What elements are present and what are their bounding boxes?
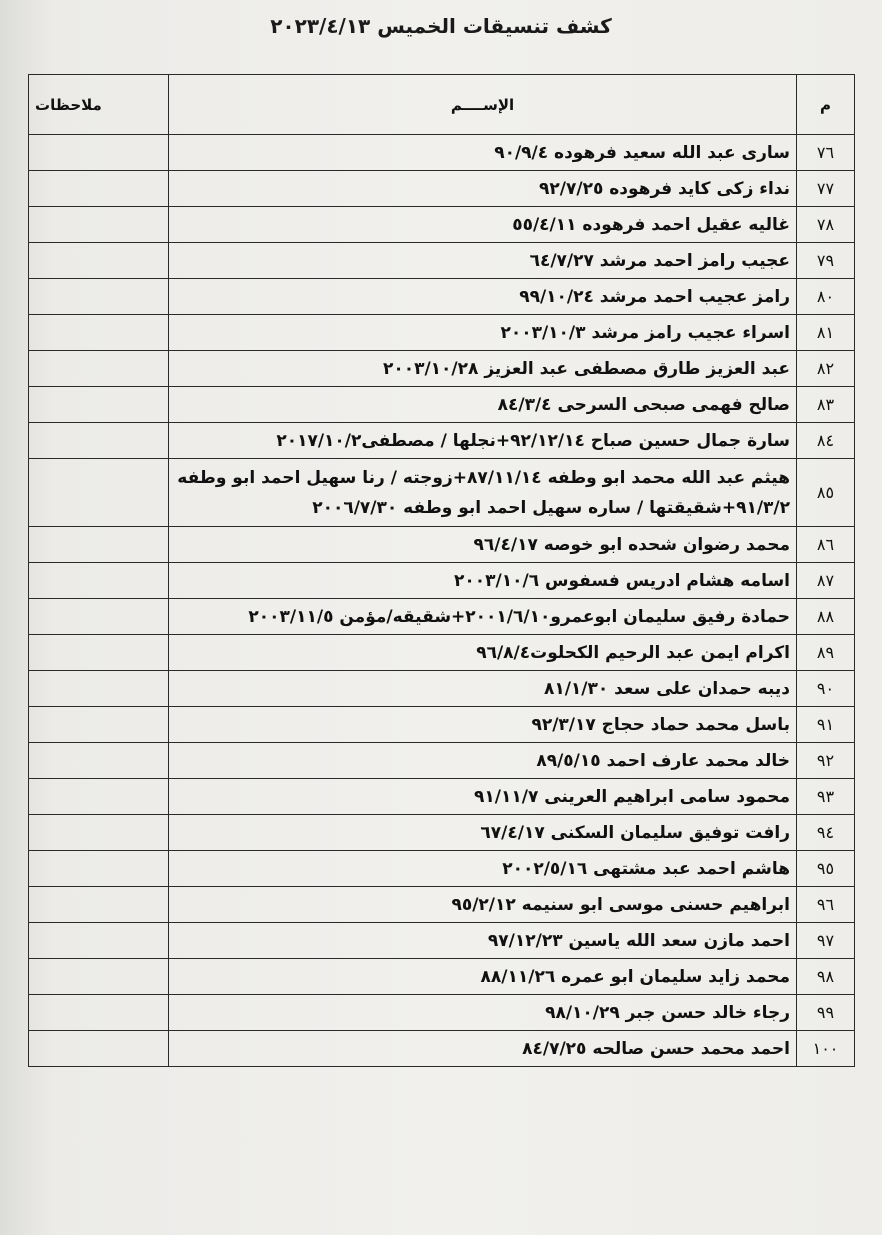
page-title: كشف تنسيقات الخميس ٢٠٢٣/٤/١٣ <box>270 14 612 38</box>
row-name: غاليه عقيل احمد فرهوده ٥٥/٤/١١ <box>169 207 797 243</box>
row-notes <box>29 563 169 599</box>
table-row <box>29 171 855 207</box>
table-row <box>29 815 855 851</box>
table-row <box>29 207 855 243</box>
row-number: ٨٦ <box>797 527 855 563</box>
table-row <box>29 135 855 171</box>
row-number: ٧٧ <box>797 171 855 207</box>
header-number: م <box>797 75 855 135</box>
row-number: ٨٤ <box>797 423 855 459</box>
table-row <box>29 423 855 459</box>
row-name: حمادة رفيق سليمان ابوعمرو٢٠٠١/٦/١٠+شقيقه/مؤمن ٢٠٠٣/١١/٥ <box>169 599 797 635</box>
table-row <box>29 707 855 743</box>
row-name: احمد محمد حسن صالحه ٨٤/٧/٢٥ <box>169 1031 797 1067</box>
row-notes <box>29 995 169 1031</box>
table-row <box>29 351 855 387</box>
row-number: ٩٥ <box>797 851 855 887</box>
row-notes <box>29 887 169 923</box>
row-name: سارة جمال حسين صباح ٩٢/١٢/١٤+نجلها / مصطفى٢٠١٧/١٠/٢ <box>169 423 797 459</box>
row-notes <box>29 171 169 207</box>
row-notes <box>29 707 169 743</box>
row-number: ٩٩ <box>797 995 855 1031</box>
row-number: ٨١ <box>797 315 855 351</box>
table-row <box>29 599 855 635</box>
row-number: ٨٣ <box>797 387 855 423</box>
row-number: ٩٤ <box>797 815 855 851</box>
row-number: ٩٢ <box>797 743 855 779</box>
row-notes <box>29 459 169 527</box>
header-notes: ملاحظات <box>29 75 169 135</box>
table-row <box>29 279 855 315</box>
row-notes <box>29 423 169 459</box>
row-name: عجيب رامز احمد مرشد ٦٤/٧/٢٧ <box>169 243 797 279</box>
row-number: ٨٠ <box>797 279 855 315</box>
row-name: ابراهيم حسنى موسى ابو سنيمه ٩٥/٢/١٢ <box>169 887 797 923</box>
row-name: احمد مازن سعد الله ياسين ٩٧/١٢/٢٣ <box>169 923 797 959</box>
row-notes <box>29 779 169 815</box>
row-notes <box>29 315 169 351</box>
row-notes <box>29 243 169 279</box>
header-name: الإســــم <box>169 75 797 135</box>
row-name: هيثم عبد الله محمد ابو وطفه ٨٧/١١/١٤+زوجته / رنا سهيل احمد ابو وطفه ٩١/٣/٢+شقيقتها / ساره سهيل احمد ابو وطفه ٢٠٠٦/٧/٣٠ <box>169 459 797 527</box>
row-number: ٧٦ <box>797 135 855 171</box>
row-number: ٨٧ <box>797 563 855 599</box>
row-name: محمود سامى ابراهيم العرينى ٩١/١١/٧ <box>169 779 797 815</box>
row-notes <box>29 207 169 243</box>
row-notes <box>29 527 169 563</box>
table-row <box>29 315 855 351</box>
table-row <box>29 851 855 887</box>
table-row <box>29 923 855 959</box>
row-notes <box>29 959 169 995</box>
row-notes <box>29 599 169 635</box>
row-name: خالد محمد عارف احمد ٨٩/٥/١٥ <box>169 743 797 779</box>
table-row <box>29 995 855 1031</box>
row-name: باسل محمد حماد حجاج ٩٢/٣/١٧ <box>169 707 797 743</box>
row-name: نداء زكى كايد فرهوده ٩٢/٧/٢٥ <box>169 171 797 207</box>
table-header-row <box>29 75 855 135</box>
row-number: ٧٨ <box>797 207 855 243</box>
row-name: ديبه حمدان على سعد ٨١/١/٣٠ <box>169 671 797 707</box>
table-row <box>29 387 855 423</box>
table-row <box>29 459 855 527</box>
row-number: ٩١ <box>797 707 855 743</box>
table-row <box>29 743 855 779</box>
row-name: سارى عبد الله سعيد فرهوده ٩٠/٩/٤ <box>169 135 797 171</box>
row-number: ٨٩ <box>797 635 855 671</box>
row-notes <box>29 135 169 171</box>
row-notes <box>29 815 169 851</box>
table-row <box>29 527 855 563</box>
table-row <box>29 1031 855 1067</box>
table-row <box>29 243 855 279</box>
row-number: ١٠٠ <box>797 1031 855 1067</box>
row-number: ٩٨ <box>797 959 855 995</box>
table-row <box>29 959 855 995</box>
row-number: ٩٣ <box>797 779 855 815</box>
row-notes <box>29 387 169 423</box>
row-number: ٨٥ <box>797 459 855 527</box>
row-name: اكرام ايمن عبد الرحيم الكحلوت٩٦/٨/٤ <box>169 635 797 671</box>
row-name: رجاء خالد حسن جبر ٩٨/١٠/٢٩ <box>169 995 797 1031</box>
table-row <box>29 563 855 599</box>
row-notes <box>29 671 169 707</box>
row-name: رامز عجيب احمد مرشد ٩٩/١٠/٢٤ <box>169 279 797 315</box>
row-name: اسامه هشام ادريس فسفوس ٢٠٠٣/١٠/٦ <box>169 563 797 599</box>
row-name: صالح فهمى صبحى السرحى ٨٤/٣/٤ <box>169 387 797 423</box>
row-notes <box>29 635 169 671</box>
row-notes <box>29 851 169 887</box>
table-row <box>29 635 855 671</box>
row-name: محمد رضوان شحده ابو خوصه ٩٦/٤/١٧ <box>169 527 797 563</box>
row-number: ٨٢ <box>797 351 855 387</box>
row-name: اسراء عجيب رامز مرشد ٢٠٠٣/١٠/٣ <box>169 315 797 351</box>
row-number: ٩٠ <box>797 671 855 707</box>
row-notes <box>29 351 169 387</box>
row-number: ٩٦ <box>797 887 855 923</box>
coordination-table <box>28 74 855 1067</box>
table-row <box>29 887 855 923</box>
row-number: ٧٩ <box>797 243 855 279</box>
row-notes <box>29 743 169 779</box>
row-notes <box>29 923 169 959</box>
row-number: ٨٨ <box>797 599 855 635</box>
row-name: رافت توفيق سليمان السكنى ٦٧/٤/١٧ <box>169 815 797 851</box>
table-row <box>29 779 855 815</box>
row-name: محمد زايد سليمان ابو عمره ٨٨/١١/٢٦ <box>169 959 797 995</box>
row-notes <box>29 279 169 315</box>
table-row <box>29 671 855 707</box>
row-notes <box>29 1031 169 1067</box>
row-name: هاشم احمد عبد مشتهى ٢٠٠٢/٥/١٦ <box>169 851 797 887</box>
row-number: ٩٧ <box>797 923 855 959</box>
row-name: عبد العزيز طارق مصطفى عبد العزيز ٢٠٠٣/١٠/٢٨ <box>169 351 797 387</box>
